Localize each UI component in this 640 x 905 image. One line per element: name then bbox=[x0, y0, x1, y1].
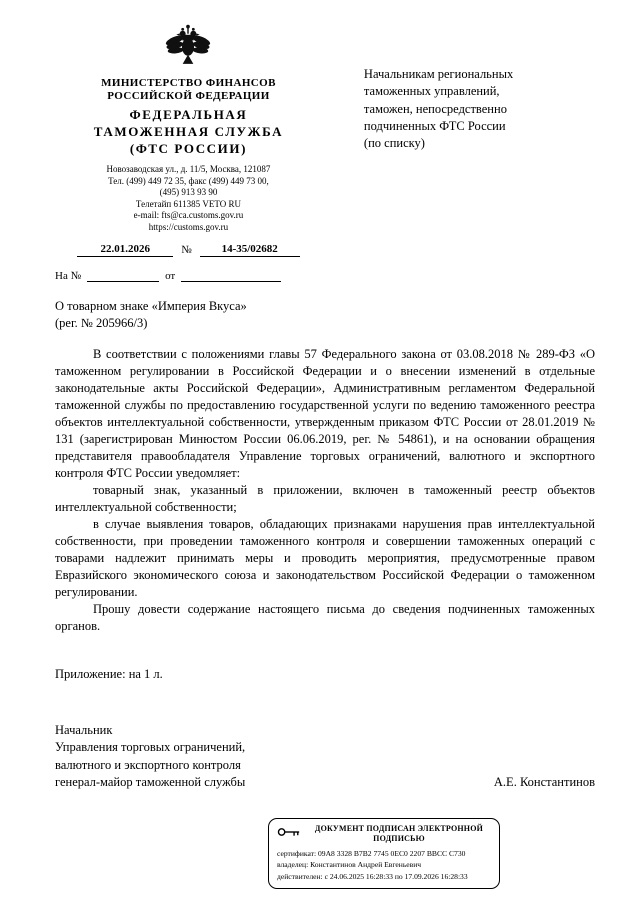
validity-value: с 24.06.2025 16:28:33 по 17.09.2026 16:28:33 bbox=[324, 871, 468, 881]
subject-line: О товарном знаке «Империя Вкуса» bbox=[55, 299, 247, 314]
certificate-value: 09A8 3328 B7B2 7745 0EC0 2207 BBCC C730 bbox=[317, 848, 466, 858]
key-icon bbox=[277, 825, 301, 843]
addressee-block bbox=[364, 66, 595, 152]
body-paragraph: В соответствии с положениями главы 57 Федерального закона от 03.08.2018 № 289-ФЗ «О таможенном регулировании в Российской Федерации и о внесении изменений в отдельные законодательные акты Российской Федерации», Административным регламентом Федеральной таможенной службы по предоставлению государственной услуги по ведению таможенного реестра объектов интеллектуальной собственности, утвержденным приказом ФТС России от 28.01.2019 № 131 (зарегистрирован Минюстом России 06.06.2019, рег. № 54861), и на основании обращения представителя правообладателя Управление торговых ограничений, валютного и экспортного контроля ФТС России уведомляет: bbox=[55, 346, 595, 480]
addressee-line: (по списку) bbox=[363, 136, 425, 150]
service-line: ТАМОЖЕННАЯ СЛУЖБА bbox=[93, 124, 284, 140]
document-number: 14-35/02682 bbox=[200, 243, 300, 257]
signer-position-line: генерал-майор таможенной службы bbox=[55, 775, 246, 790]
date-number-row bbox=[55, 243, 322, 257]
owner-value: Константинов Андрей Евгеньевич bbox=[310, 860, 422, 870]
stamp-header bbox=[277, 824, 491, 844]
teletype-line: Телетайп 611385 VETO RU bbox=[135, 198, 241, 209]
validity-label: действителен: bbox=[277, 871, 323, 881]
reference-row bbox=[55, 269, 322, 282]
document-date: 22.01.2026 bbox=[77, 243, 173, 257]
stamp-title: ДОКУМЕНТ ПОДПИСАН ЭЛЕКТРОННОЙ ПОДПИСЬЮ bbox=[314, 823, 484, 843]
signature-block bbox=[55, 722, 595, 792]
service-line: ФЕДЕРАЛЬНАЯ bbox=[129, 107, 248, 123]
certificate-label: сертификат: bbox=[277, 848, 317, 858]
electronic-signature-stamp bbox=[268, 818, 500, 889]
signer-position bbox=[55, 722, 245, 792]
validity-row bbox=[277, 871, 491, 882]
postal-address: Новозаводская ул., д. 11/5, Москва, 121087 bbox=[106, 164, 271, 175]
signer-position-line: валютного и экспортного контроля bbox=[55, 757, 241, 772]
service-line: (ФТС РОССИИ) bbox=[129, 141, 248, 157]
body-paragraph: Прошу довести содержание настоящего письма до сведения подчиненных таможенных органов. bbox=[55, 601, 595, 633]
email-line: e-mail: fts@ca.customs.gov.ru bbox=[133, 210, 244, 221]
addressee-line: подчиненных ФТС России bbox=[363, 118, 506, 133]
coat-of-arms-icon bbox=[165, 22, 211, 71]
letterhead-left-column bbox=[55, 22, 322, 282]
certificate-row bbox=[277, 848, 491, 859]
reference-na-label: На № bbox=[55, 270, 82, 283]
signer-name: А.Е. Константинов bbox=[493, 775, 595, 790]
phone-line: Тел. (499) 449 72 35, факс (499) 449 73 00, bbox=[108, 175, 269, 186]
number-sign: № bbox=[181, 244, 192, 257]
phone-line: (495) 913 93 90 bbox=[159, 187, 218, 198]
addressee-line: Начальникам региональных bbox=[363, 67, 514, 81]
body-paragraph: в случае выявления товаров, обладающих признаками нарушения прав интеллектуальной собственности, при проведении таможенного контроля и совершении таможенных операций с товарами надлежит принимать меры и проводить мероприятия, предусмотренные правом Евразийского экономического союза и законодательством Российской Федерации о таможенном регулировании. bbox=[55, 516, 595, 599]
reference-number-blank bbox=[87, 269, 159, 282]
website-line: https://customs.gov.ru bbox=[148, 221, 229, 232]
signer-position-line: Управления торговых ограничений, bbox=[55, 740, 246, 755]
contact-block bbox=[55, 164, 322, 233]
addressee-line: таможенных управлений, bbox=[363, 84, 500, 99]
reference-ot-label: от bbox=[165, 270, 176, 283]
letterhead bbox=[55, 22, 595, 282]
body-paragraph: товарный знак, указанный в приложении, включен в таможенный реестр объектов интеллектуальной собственности; bbox=[55, 482, 595, 514]
reference-date-blank bbox=[181, 269, 281, 282]
owner-label: владелец: bbox=[277, 860, 309, 870]
addressee-line: таможен, непосредственно bbox=[363, 101, 507, 116]
stamp-details bbox=[277, 848, 491, 882]
ministry-name bbox=[55, 77, 322, 103]
signer-position-line: Начальник bbox=[55, 722, 113, 737]
owner-row bbox=[277, 859, 491, 870]
service-name bbox=[55, 107, 322, 158]
subject-line: (рег. № 205966/3) bbox=[55, 316, 148, 331]
emblem-wrap bbox=[55, 22, 322, 71]
ministry-line: МИНИСТЕРСТВО ФИНАНСОВ bbox=[101, 77, 276, 89]
attachment-line: Приложение: на 1 л. bbox=[55, 666, 163, 681]
ministry-line: РОССИЙСКОЙ ФЕДЕРАЦИИ bbox=[107, 90, 270, 103]
letter-body bbox=[55, 346, 595, 635]
subject-block bbox=[55, 298, 595, 332]
